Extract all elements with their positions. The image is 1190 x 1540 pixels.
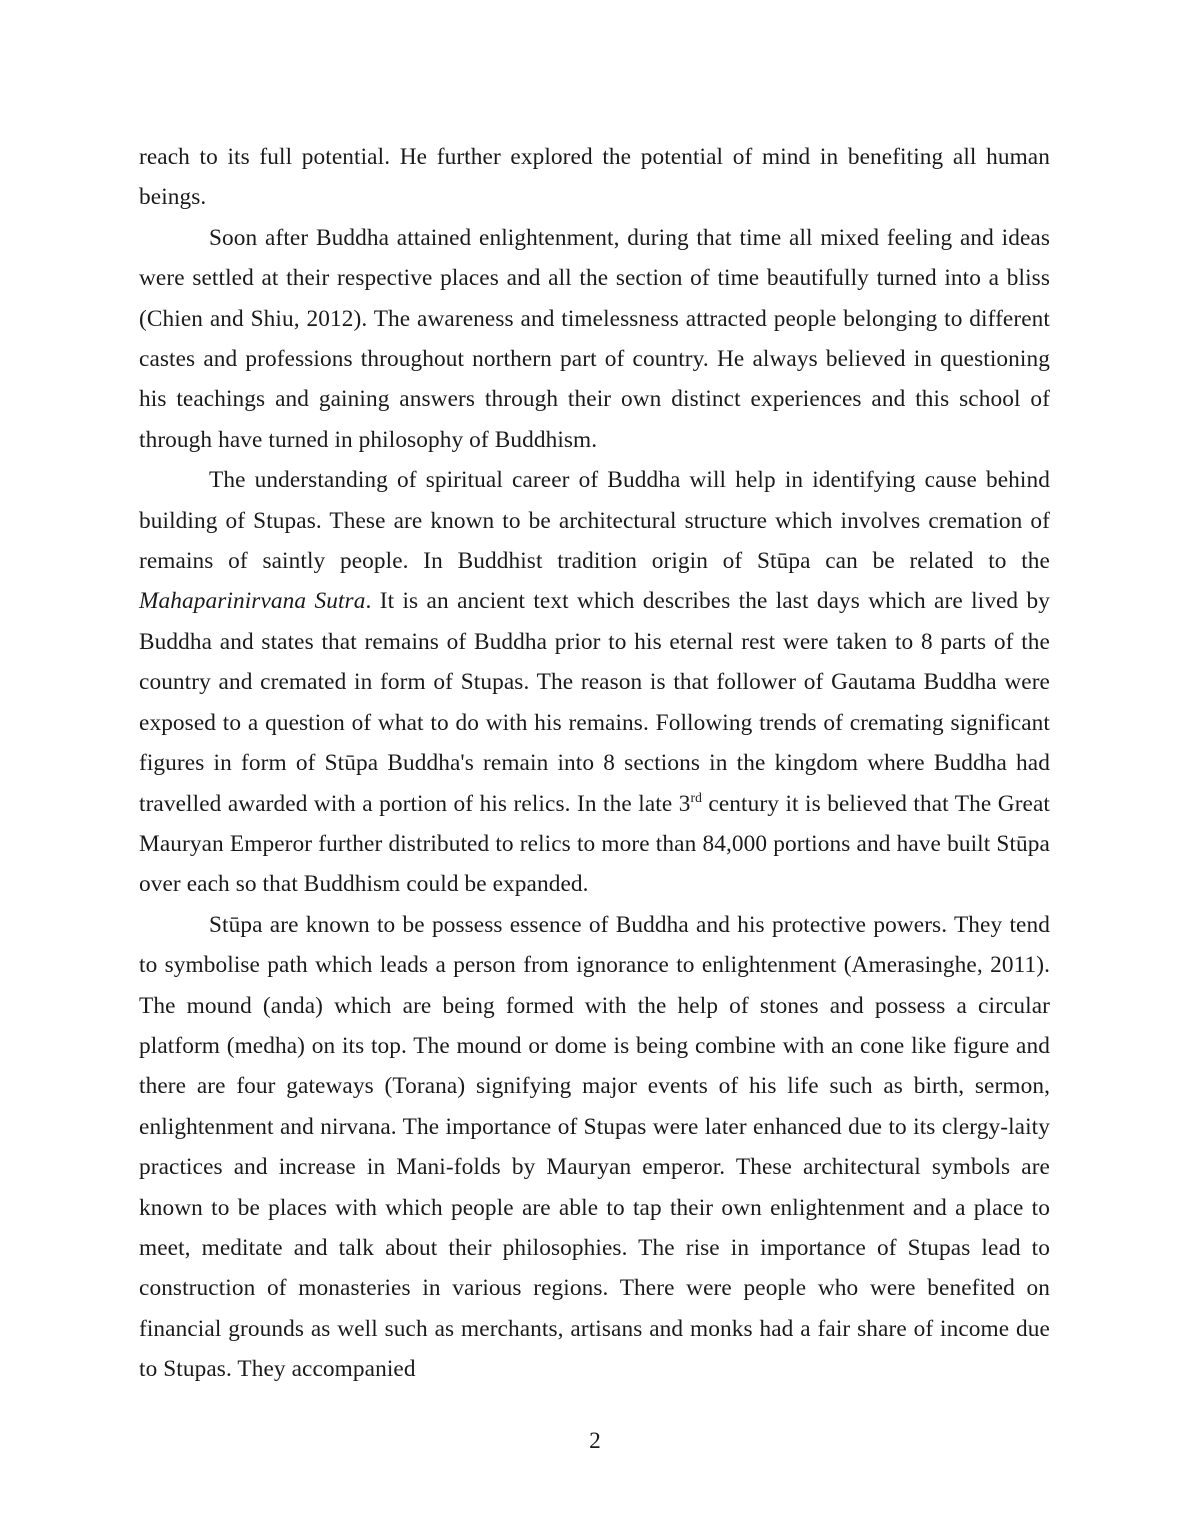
body-text: reach to its full potential. He further explored the potential of mind in benefiting all human beings. (139, 144, 1050, 211)
paragraph (139, 460, 1050, 904)
document-text (139, 137, 1050, 1390)
paragraph (139, 218, 1050, 460)
italic-text: Mahaparinirvana Sutra (139, 588, 366, 615)
body-text: Soon after Buddha attained enlightenment, during that time all mixed feeling and ideas were settled at their respective places and all the section of time beautifully turned into a bliss (Chien and Shiu, 2012). The awareness and timelessness attracted people belonging to different castes and professions throughout northern part of country. He always believed in questioning his teachings and gaining answers through their own distinct experiences and this school of through have turned in philosophy of Buddhism. (139, 224, 1050, 453)
paragraph (139, 905, 1050, 1390)
body-text: century it is believed that The Great Mauryan Emperor further distributed to relics to more than 84,000 portions and have built Stūpa over each so that Buddhism could be expanded. (139, 790, 1051, 898)
superscript-text: rd (690, 789, 702, 805)
body-text: The understanding of spiritual career of Buddha will help in identifying cause behind building of Stupas. These are known to be architectural structure which involves cremation of remains of saintly people. In Buddhist tradition origin of Stūpa can be related to the (139, 467, 1050, 575)
body-text: Stūpa are known to be possess essence of Buddha and his protective powers. They tend to symbolise path which leads a person from ignorance to enlightenment (Amerasinghe, 2011). The mound (anda) which are being formed with the help of stones and possess a circular platform (medha) on its top. The mound or dome is being combine with an cone like figure and there are four gateways (Torana) signifying major events of his life such as birth, sermon, enlightenment and nirvana. The importance of Stupas were later enhanced due to its clergy-laity practices and increase in Mani-folds by Mauryan emperor. These architectural symbols are known to be places with which people are able to tap their own enlightenment and a place to meet, meditate and talk about their philosophies. The rise in importance of Stupas lead to construction of monasteries in various regions. There were people who were benefited on financial grounds as well such as merchants, artisans and monks had a fair share of income due to Stupas. They accompanied (139, 911, 1050, 1383)
paragraph (139, 137, 1050, 218)
body-text: . It is an ancient text which describes the last days which are lived by Buddha and states that remains of Buddha prior to his eternal rest were taken to 8 parts of the country and cremated in form of Stupas. The reason is that follower of Gautama Buddha were exposed to a question of what to do with his remains. Following trends of cremating significant figures in form of Stūpa Buddha's remain into 8 sections in the kingdom where Buddha had travelled awarded with a portion of his relics. In the late 3 (139, 588, 1050, 817)
page-number: 2 (589, 1428, 601, 1454)
